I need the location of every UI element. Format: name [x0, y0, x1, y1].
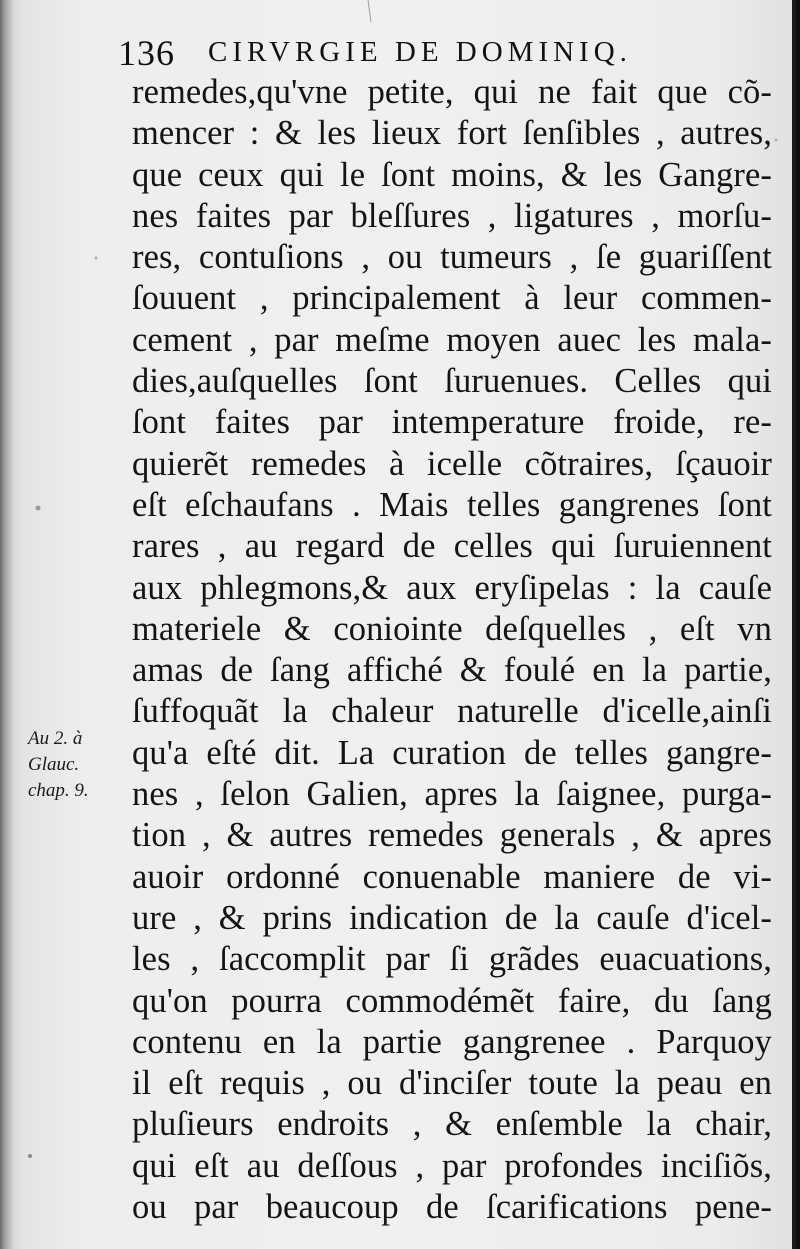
text-line: ſuffoquãt la chaleur naturelle d'icelle,ainſi — [132, 692, 772, 731]
text-line: que ceux qui le ſont moins, & les Gangre- — [132, 155, 772, 194]
body-text — [132, 72, 772, 1228]
margin-note-line: Glauc. — [28, 754, 80, 775]
text-line: qu'on pourra commodémẽt faire, du ſang — [132, 981, 772, 1020]
gutter-shadow — [0, 0, 14, 1249]
paper-speck — [775, 139, 778, 142]
text-line: cement , par meſme moyen auec les mala- — [132, 320, 772, 359]
text-line: res, contuſions , ou tumeurs , ſe guariſſent — [132, 238, 772, 277]
text-line: qu'a eſté dit. La curation de telles gangre- — [132, 733, 772, 772]
text-line: quierẽt remedes à icelle cõtraires, ſçauoir — [132, 444, 772, 483]
text-line: remedes,qu'vne petite, qui ne fait que cõ- — [132, 73, 772, 111]
text-line: ſouuent , principalement à leur commen- — [132, 279, 772, 318]
paper-crease — [368, 0, 371, 22]
text-line: nes , ſelon Galien, apres la ſaignee, purga- — [132, 775, 772, 814]
paper-speck — [36, 506, 41, 511]
text-line: auoir ordonné conuenable maniere de vi- — [132, 857, 772, 896]
text-line: ure , & prins indication de la cauſe d'icel- — [132, 898, 772, 937]
text-line: dies,auſquelles ſont ſuruenues. Celles qui — [132, 362, 772, 401]
text-line: mencer : & les lieux fort ſenſibles , autres, — [132, 114, 772, 153]
text-line: contenu en la partie gangrenee . Parquoy — [132, 1022, 772, 1061]
text-line: ſont faites par intemperature froide, re- — [132, 403, 772, 442]
text-line: nes faites par bleſſures , ligatures , morſu- — [132, 196, 772, 235]
running-title: CIRVRGIE DE DOMINIQ. — [208, 36, 632, 68]
page-header — [118, 30, 738, 76]
text-line: tion , & autres remedes generals , & apres — [132, 816, 772, 855]
text-line: ou par beaucoup de ſcarifications pene- — [132, 1188, 772, 1227]
page-number: 136 — [118, 33, 175, 73]
text-line: aux phlegmons,& aux eryſipelas : la cauſe — [132, 568, 772, 607]
margin-note — [28, 726, 124, 804]
text-line: il eſt requis , ou d'inciſer toute la peau en — [132, 1064, 772, 1103]
paper-speck — [28, 1154, 32, 1158]
text-line: les , ſaccomplit par ſi grãdes euacuations, — [132, 940, 772, 979]
margin-note-line: Au 2. à — [28, 728, 83, 749]
text-line: qui eſt au deſſous , par profondes inciſiõs, — [132, 1146, 772, 1185]
text-line: pluſieurs endroits , & enſemble la chair, — [132, 1105, 772, 1144]
text-line: amas de ſang affiché & foulé en la partie, — [132, 651, 772, 690]
text-line: rares , au regard de celles qui ſuruiennent — [132, 527, 772, 566]
margin-note-line: chap. 9. — [28, 780, 89, 801]
paper-speck — [95, 257, 98, 260]
text-line: materiele & coniointe deſquelles , eſt vn — [132, 609, 772, 648]
text-line: eſt eſchaufans . Mais telles gangrenes ſont — [132, 485, 772, 524]
page-edge — [792, 0, 796, 1249]
